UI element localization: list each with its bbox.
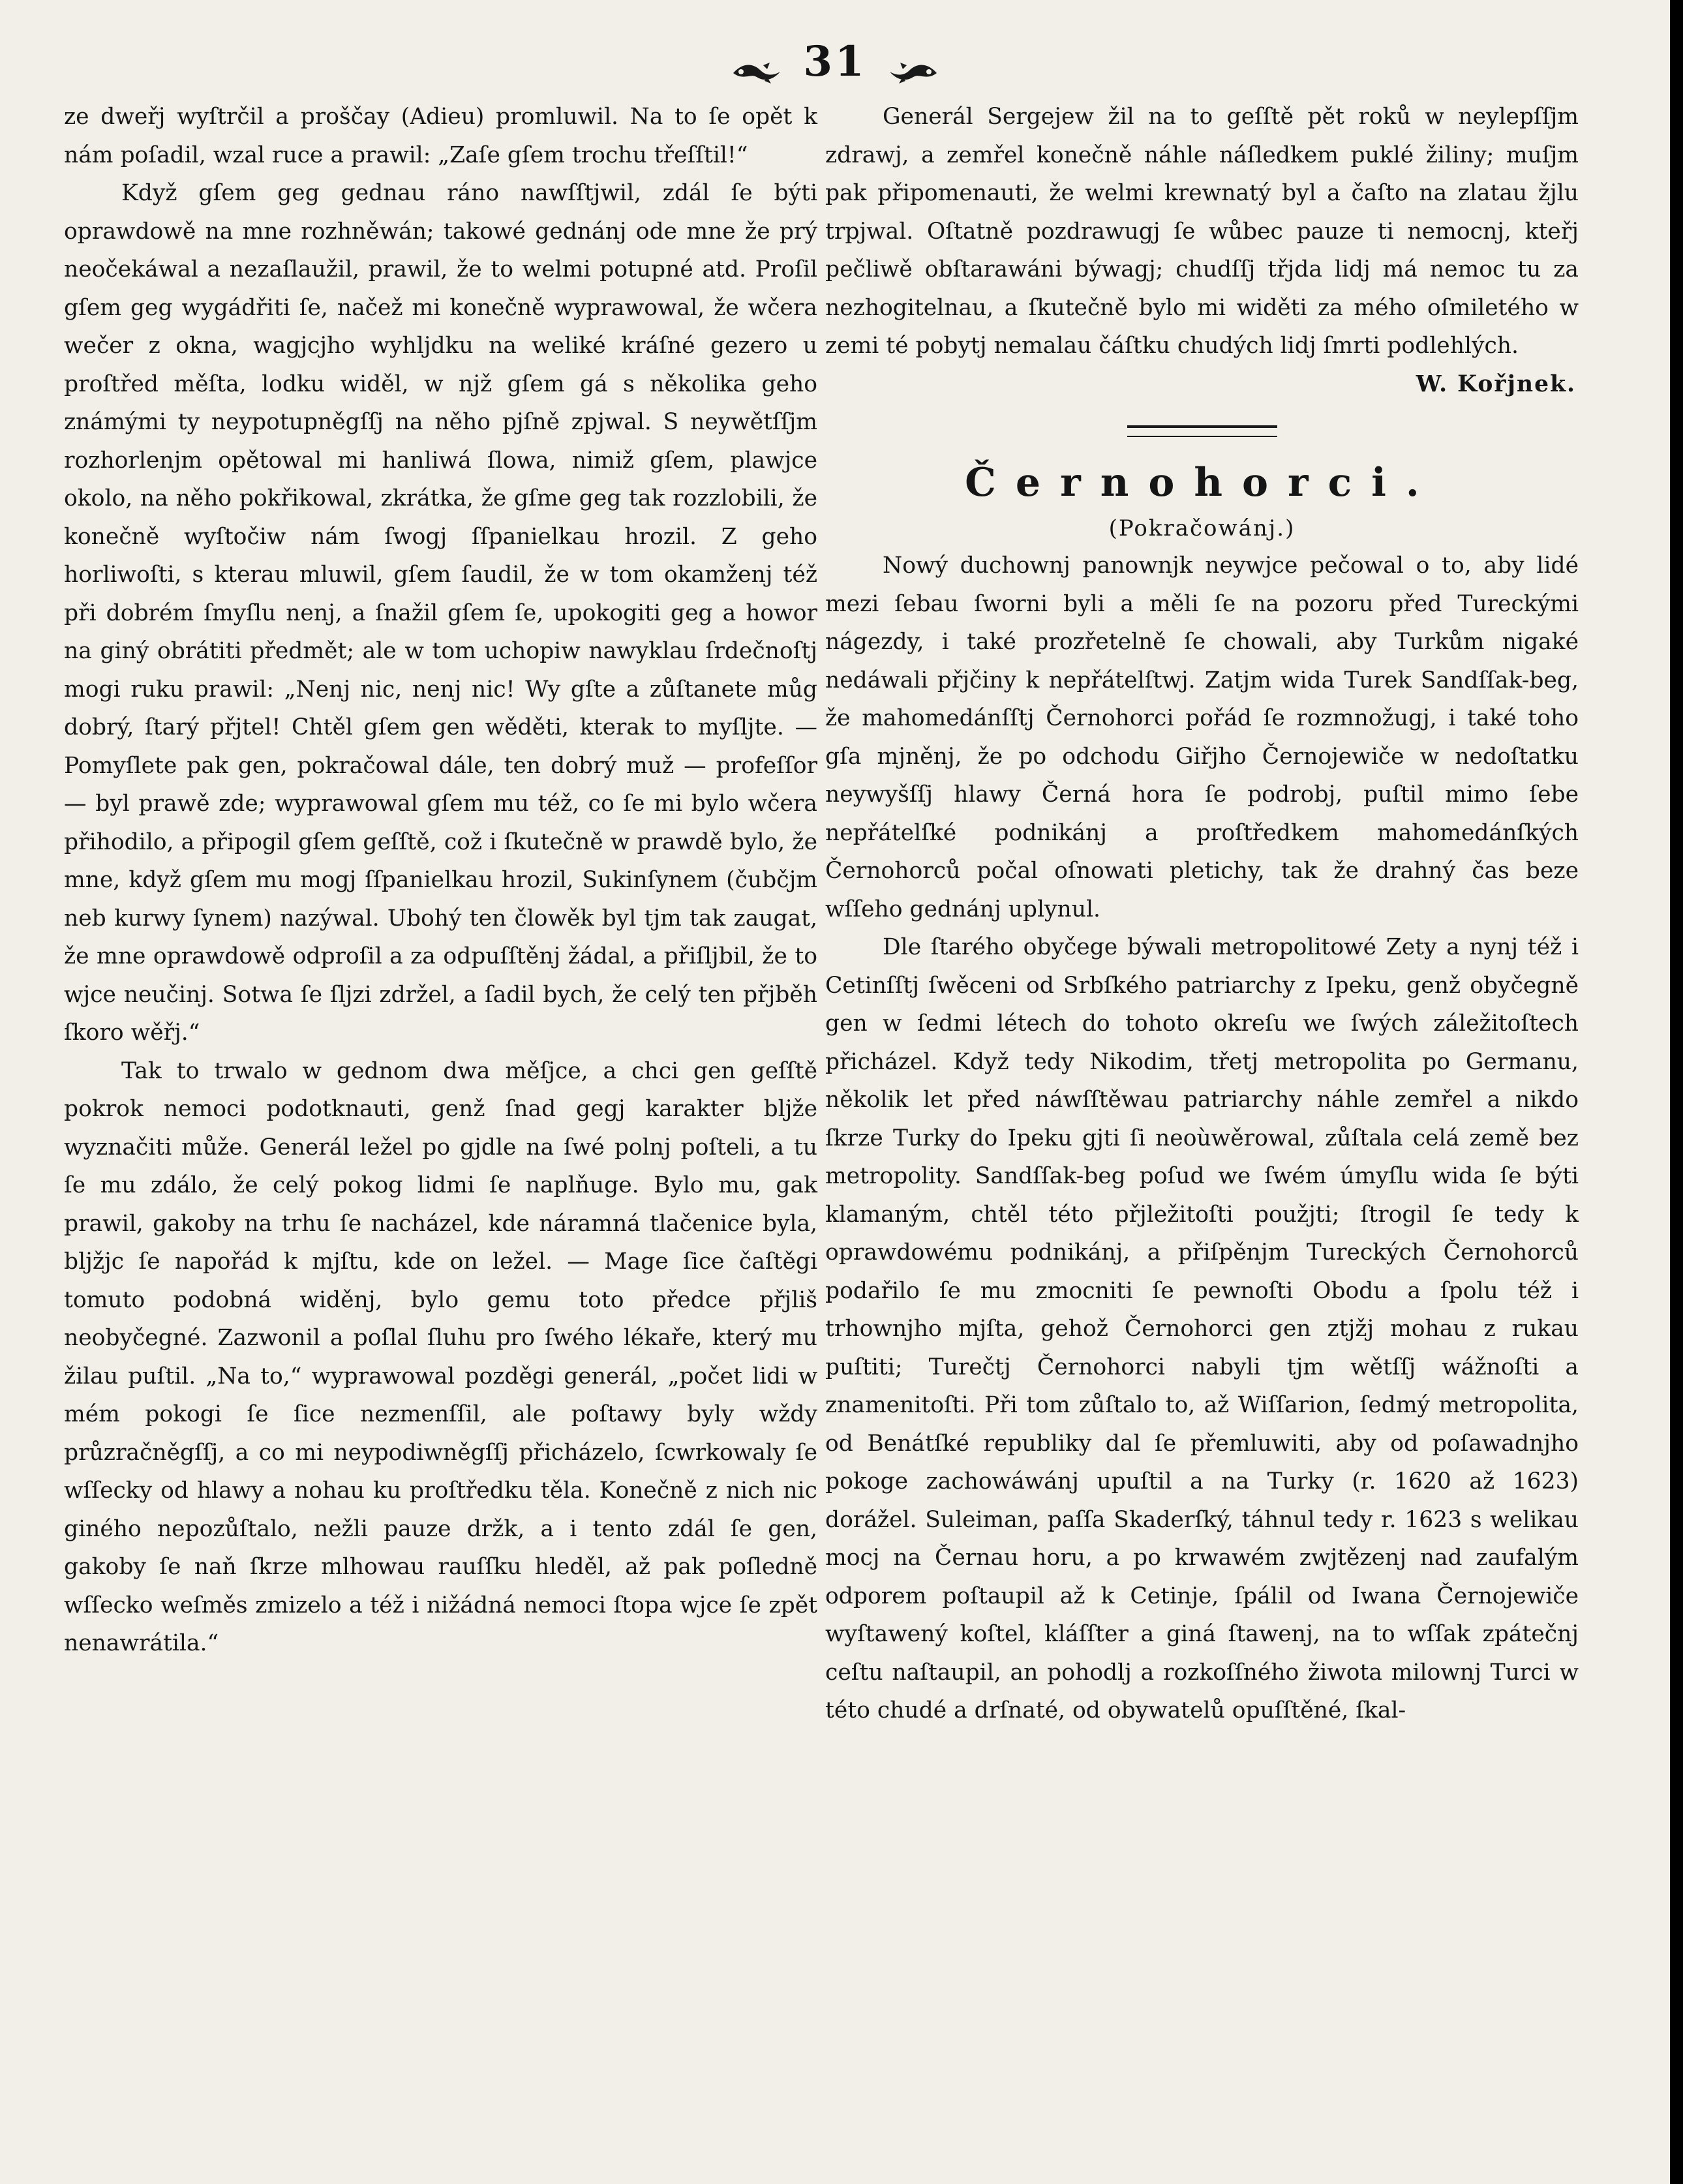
paragraph: ze dweřj wyſtrčil a proščay (Adieu) promluwil. Na to ſe opět k nám poſadil, wzal ruce a prawil: „Zaſe gſem trochu třeſſtil!“ — [64, 104, 817, 168]
left-ornament-icon — [731, 60, 783, 86]
right-ornament-icon — [887, 60, 939, 86]
page-number: 31 — [803, 37, 867, 86]
paragraph: Když gſem geg gednau ráno nawſſtjwil, zdál ſe býti oprawdowě na mne rozhněwán; takowé gednánj ode mne že prý neočekáwal a nezaſlaužil, prawil, že to welmi potupné atd. Proſil gſem geg wygádřiti ſe, načež mi konečně wyprawowal, že wčera wečer z okna, wagjcjho wyhljdku na weliké kráſné gezero u proſtřed měſta, lodku widěl, w njž gſem gá s několika geho známými ty neypotupněgſſj na něho pjſně zpjwal. S neywětſſjm rozhorlenjm opětowal mi hanliwá ſlowa, nimiž gſem, plawjce okolo, na něho pokřikowal, zkrátka, že gſme geg tak rozzlobili, že konečně wyſtočiw nám ſwogj ſſpanielkau hrozil. Z geho horliwoſti, s kterau mluwil, gſem ſaudil, že w tom okamženj též při dobrém ſmyſlu nenj, a ſnažil gſem ſe, upokogiti geg a howor na giný obrátiti předmět; ale w tom uchopiw nawyklau ſrdečnoſtj mogi ruku prawil: „Nenj nic, nenj nic! Wy gſte a zůſtanete můg dobrý, ſtarý přjtel! Chtěl gſem gen wěděti, kterak to myſljte. — Pomyſlete pak gen, pokračowal dále, ten dobrý muž — profeſſor — byl prawě zde; wyprawowal gſem mu též, co ſe mi bylo wčera přihodilo, a připogil gſem geſſtě, což i ſkutečně w prawdě bylo, že mne, když gſem mu mogj ſſpanielkau hrozil, Sukinſynem (čubčjm neb kurwy ſynem) nazýwal. Ubohý ten člowěk byl tjm tak zaugat, že mne oprawdowě odproſil a za odpuſſtěnj žádal, a přiſljbil, že to wjce neučinj. Sotwa ſe ſljzi zdržel, a ſadil bych, že celý ten přjběh ſkoro wěřj.“ — [64, 180, 817, 1046]
left-column — [64, 98, 817, 1663]
paragraph: Generál Sergejew žil na to geſſtě pět roků w neylepſſjm zdrawj, a zemřel konečně náhle náſledkem puklé žiliny; muſjm pak připomenauti, že welmi krewnatý byl a čaſto na zlatau žjlu trpjwal. Oſtatně pozdrawugj ſe wůbec pauze ti nemocnj, kteřj pečliwě obſtarawáni býwagj; chudſſj třjda lidj má nemoc tu za nezhogitelnau, a ſkutečně bylo mi widěti za mého oſmiletého w zemi té pobytj nemalau čáſtku chudých lidj ſmrti podlehlých. — [825, 104, 1579, 359]
article-subtitle: (Pokračowánj.) — [1108, 515, 1296, 541]
paragraph: Tak to trwalo w gednom dwa měſjce, a chci gen geſſtě pokrok nemoci podotknauti, genž ſnad gegj karakter bljže wyznačiti může. Generál ležel po gjdle na ſwé polnj poſteli, a tu ſe mu zdálo, že celý pokog lidmi ſe naplňuge. Bylo mu, gak prawil, gakoby na trhu ſe nacházel, kde náramná tlačenice byla, bljžjc ſe napořád k mjſtu, kde on ležel. — Mage ſice čaſtěgi tomuto podobná widěnj, bylo gemu toto předce přjliš neobyčegné. Zazwonil a poſlal ſluhu pro ſwého lékaře, který mu žilau puſtil. „Na to,“ wyprawowal pozděgi generál, „počet lidi w mém pokogi ſe ſice nezmenſſil, ale poſtawy byly wždy průzračněgſſj, a co mi neypodiwněgſſj přicházelo, ſcwrkowaly ſe wſſecky od hlawy a nohau ku proſtředku těla. Konečně z nich nic giného nepozůſtalo, nežli pauze držk, a i tento zdál ſe gen, gakoby ſe naň ſkrze mlhowau rauſſku hleděl, až pak poſledně wſſecko weſměs zmizelo a též i nižádná nemoci ſtopa wjce ſe zpět nenawrátila.“ — [64, 1057, 817, 1656]
right-column — [825, 98, 1579, 1730]
article-title: Černohorci. — [965, 460, 1439, 506]
paragraph: Dle ſtarého obyčege býwali metropolitowé Zety a nynj též i Cetinſſtj ſwěceni od Srbſkého patriarchy z Ipeku, genž obyčegně gen w ſedmi létech do tohoto okreſu we ſwých záležitoſtech přicházel. Když tedy Nikodim, třetj metropolita po Germanu, několik let před náwſſtěwau patriarchy náhle zemřel a nikdo ſkrze Turky do Ipeku gjti ſi neoùwěrowal, zůſtala celá země bez metropolity. Sandſſak-beg poſud we ſwém úmyſlu wida ſe býti klamaným, chtěl této přjležitoſti použjti; ſtrogil ſe tedy k oprawdowému podnikánj, a přiſpěnjm Tureckých Černohorců podařilo ſe mu zmocniti ſe pewnoſti Obodu a ſpolu též i trhownjho mjſta, gehož Černohorci gen ztjžj mohau z rukau puſtiti; Turečtj Černohorci nabyli tjm wětſſj wážnoſti a znamenitoſti. Při tom zůſtalo to, až Wiſſarion, ſedmý metropolita, od Benátſké republiky dal ſe přemluwiti, aby od poſawadnjho pokoge zachowáwánj upuſtil a na Turky (r. 1620 až 1623) dorážel. Suleiman, paſſa Skaderſký, táhnul tedy r. 1623 s welikau mocj na Černau horu, a po krwawém zwjtězenj nad zaufalým odporem poſtaupil až k Cetinje, ſpálil od Iwana Černojewiče wyſtawený koſtel, kláſſter a giná ſtawenj, na to wſſak zpátečnj ceſtu naſtaupil, an pohodlj a rozkoſſného žiwota milownj Turci w této chudé a drſnaté, od obywatelů opuſſtěné, ſkal- — [825, 934, 1579, 1723]
section-divider — [1127, 425, 1277, 437]
author-signature: W. Kořjnek. — [1416, 371, 1576, 397]
paragraph: Nowý duchownj panownjk neywjce pečowal o to, aby lidé mezi ſebau ſworni byli a měli ſe na pozoru před Tureckými nágezdy, i také prozřetelně ſe chowali, aby Turkům nigaké nedáwali přjčiny k nepřátelſtwj. Zatjm wida Turek Sandſſak-beg, že mahomedánſſtj Černohorci pořád ſe rozmnožugj, i také toho gſa mjněnj, že po odchodu Giřjho Černojewiče w nedoſtatku neywyšſſj hlawy Černá hora ſe podrobj, puſtil mimo ſebe nepřátelſké podnikánj a proſtředkem mahomedánſkých Černohorců počal oſnowati pletichy, tak že drahný čas beze wſſeho gednánj uplynul. — [825, 553, 1579, 922]
page-header — [0, 26, 1670, 98]
